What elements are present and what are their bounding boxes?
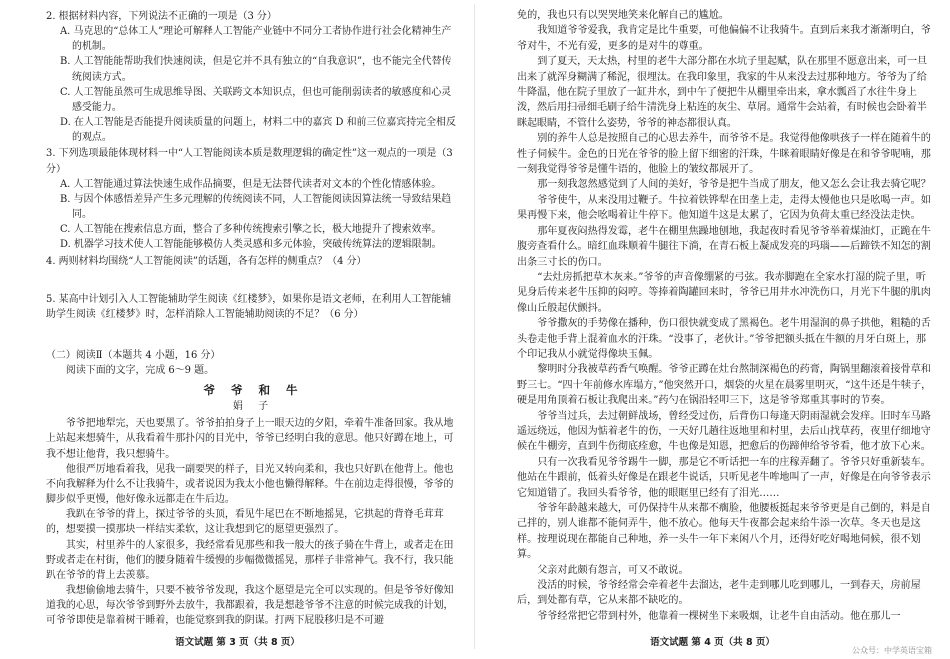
story-author: 娟 子 — [232, 401, 275, 413]
question-5: 5. 某高中计划引入人工智能辅助学生阅读《红楼梦》，如果你是语文老师，在利用人工智能辅助学生阅读《红楼梦》时，怎样消除人工智能辅助阅读的不足？（6 分） — [46, 293, 452, 320]
question-stem: 3. 下列选项最能体现材料一中“人工智能阅读本质是数理逻辑的确定性”这一观点的一项是（3 分） — [46, 148, 453, 175]
story-paragraph: 只有一次我看见爷爷踢牛一脚，那是它不听话把一车的庄稼弄翻了。爷爷只好重新装车。他站在牛跟前，低着头好像是在跟老牛说话，只听见老牛哞地叫了一声，好像是在向爷爷表示它知道错了。我回头看爷爷，他的眼眶里已经有了泪光…… — [517, 456, 931, 499]
story-paragraph: 他很严厉地看着我，见我一副要哭的样子，目光又转向柔和，我也只好趴在他背上。他也不向我解释为什么不让我骑牛，或者说因为我太小他也懒得解释。牛在前边走得很慢，爷爷的脚步似乎更慢，他好像永远都走在牛后边。 — [46, 463, 454, 506]
page-footer: 语文试题 第 4 页（共 8 页） — [650, 637, 775, 648]
section-instruction: 阅读下面的文字，完成 6～9 题。 — [65, 365, 215, 377]
story-paragraph: 我趴在爷爷的背上，探过爷爷的头顶，看见牛尾巴在不断地摇晃，它拱起的背脊毛茸茸的，想要摸一摸那块一样结实柔软，这让我想到它的愿望更强烈了。 — [46, 509, 444, 536]
question-4: 4. 两则材料均围绕“人工智能阅读”的话题，各有怎样的侧重点？（4 分） — [46, 255, 367, 267]
story-paragraph: “去灶房抓把草木灰来。”爷爷的声音像绷紧的弓弦。我赤脚跑在全家水打湿的院子里，听见身后传来老牛压抑的闷哼。等捧着陶罐回来时，爷爷已用井水冲洗伤口，月光下牛腿的肌肉像山丘般起伏颤抖。 — [517, 271, 931, 314]
page-footer: 语文试题 第 3 页（共 8 页） — [175, 637, 300, 648]
story-paragraph: 爷爷年龄越来越大，可仍保持牛从来都不瘸脸，他腰板挺起来爷爷更是自己倒的，料是自己拌的，别人谁都不能伺弄牛，他不放心。他每天牛夜都会起来给牛添一次草。冬天也是这样。按理说现在都能自己种地，养一头牛一年下来闲八个月，还得好吃好喝地伺候，很不划算。 — [517, 503, 931, 561]
story-paragraph: 爷爷把地犁完，天也要黑了。爷爷拍拍身子上一眼天边的夕阳，牵着牛准备回家。我从地上站起来想骑牛，从我看着牛那扑闪的目光中，爷爷已经明白我的意思。他只好蹲在地上，可我不想让他背，我只想骑牛。 — [46, 418, 454, 460]
question-stem: 2. 根据材料内容，下列说法不正确的一项是（3 分） — [46, 11, 277, 22]
option-c: C. 人工智能在搜索信息方面，整合了多种传统搜索引擎之长，极大地提升了搜索效率。 — [60, 224, 442, 236]
question-3 — [46, 146, 461, 252]
option-a: A. 马克思的“总体工人”理论可解释人工智能产业链中不同分工者协作进行社会化精神生产的机制。 — [60, 26, 452, 53]
story-paragraph: 父亲对此颇有怨言，可又不敢说。 — [537, 564, 689, 576]
story-paragraph: 其实，村里养牛的人家很多，我经常看见那些和我一般大的孩子骑在牛背上，或者走在田野或者走在村街，他们的腰身随着牛缓慢的步幅微微摇晃，那样子非常神气。我不行，我只能趴在爷爷的背上去羡慕。 — [46, 539, 454, 581]
section-heading: （二）阅读Ⅱ（本题共 4 小题，16 分） — [46, 349, 221, 361]
question-2 — [46, 9, 461, 145]
story-paragraph: 我想偷偷地去骑牛，只要不被爷爷发现，我这个愿望是完全可以实现的。但是爷爷好像知道我的心思，每次爷爷到野外去放牛，我都跟着，我是想趁爷爷不注意的时候完成我的计划，可爷爷即使是靠着树干睡着，也能觉察到我的阴谋。打两下屁股移归是不可避 — [46, 585, 454, 627]
story-paragraph: 黎明时分我被草药香气唤醒。爷爷正蹲在灶台熬制深褐色的药膏，陶锅里翻滚着接骨草和野三七。“四十年前修水库塌方，”他突然开口，烟袋的火星在晨雾里明灭，“这牛还是牛犊子，硬是用角顶着石板让我爬出来。”药勺在锅沿轻叩三下，这是爷爷郑重其事时的节奏。 — [517, 364, 932, 407]
right-page — [475, 0, 950, 659]
option-b: B. 与因个体感悟差异产生多元理解的传统阅读不同，人工智能阅读因算法统一导致结果趋同。 — [60, 193, 452, 221]
story-paragraph: 我知道爷爷爱我，我肯定是比牛重要，可他偏偏不让我骑牛。直到后来我才渐渐明白，爷爷对牛，不光有爱，更多的是对牛的尊重。 — [517, 25, 931, 52]
option-d: D. 在人工智能是否能提升阅读质量的问题上，材料二中的嘉宾 D 和前三位嘉宾持完全相反的观点。 — [60, 117, 456, 144]
story-title: 爷 爷 和 牛 — [203, 383, 304, 398]
story-paragraph: 爷爷当过兵，去过朝鲜战场，曾经受过伤，后背伤口每逢天阴雨湿就会发痒。旧时车马路遥远绕远，他因为惦着老牛的伤，一天好几趟往返地里和村里，去后山找草药，夜里仔细地守候在牛棚旁，直到牛伤彻底痊愈，牛也像是知恩，把愈后的伤蹄伸给爷爷看，他才放下心来。 — [517, 410, 931, 453]
story-paragraph: 别的养牛人总是按照自己的心思去养牛，而爷爷不是。我觉得他像哄孩子一样在随着牛的性子伺候牛。金色的日光在爷爷的脸上留下细密的汗珠，牛眯着眼睛好像是在和爷爷呢喃，那一刻我觉得爷爷是懂牛语的，他脸上的皱纹都展开了。 — [517, 133, 931, 176]
story-paragraph: 没活的时候，爷爷经常会牵着老牛去溜达，老牛走到哪儿吃到哪儿，一到春天，房前屋后，到处都有草，它从来都不缺吃的。 — [517, 580, 921, 607]
story-paragraph: 那一刻我忽然感觉到了人间的美好，爷爷是把牛当成了朋友，他又怎么会让我去骑它呢？ — [537, 179, 931, 191]
story-paragraph: 爷爷撒灰的手势像在播种，伤口很快就变成了黑褐色。老牛用湿润的鼻子拱他，粗糙的舌头卷走他手背上混着血水的汗珠。“没事了，老伙计。”爷爷把额头抵在牛额的月牙白斑上，那个印记我从小就觉得像块玉佩。 — [517, 318, 931, 360]
watermark: 公众号：中学英语宝箱 — [852, 646, 932, 655]
story-paragraph: 免的，我也只有以哭哭地笑来化解自己的尴尬。 — [517, 10, 729, 21]
story-paragraph: 爷爷经常把它带到村外，他靠着一棵树坐下来吸烟，让老牛自由活动。他在那儿一 — [537, 610, 901, 622]
story-paragraph: 到了夏天，天太热，村里的老牛大部分都在水坑子里起赋，队在那里不愿意出来，可一旦出来了就浑身糊满了稀泥，很埋汰。在我印象里，我家的牛从来没去过那种地方。爷爷为了给牛降温，他在院子里放了一缸井水，到中午了便把牛从棚里牵出来，拿水瓢舀了水往牛身上泼，然后用扫帚细毛刷子给牛清洗身上粘连的灰尘、草屑。通常牛会站着，有时候也会卧着半眯起眼睛，不管什么姿势，爷爷的神态都很认真。 — [517, 56, 927, 129]
option-a: A. 人工智能通过算法快速生成作品摘要，但是无法替代读者对文本的个性化情感体验。 — [60, 178, 442, 190]
option-b: B. 人工智能能帮助我们快速阅读，但是它并不具有独立的“自我意识”，也不能完全代替传统阅读方式。 — [60, 56, 452, 83]
story-paragraph: 那年夏夜闷热得发霉，老牛在棚里焦躁地刨地，我起夜时看见爷爷举着煤油灯，正跪在牛腹旁查看什么。暗红血珠顺着牛腿往下淌，在青石板上凝成发亮的玛瑙——后蹄铁不知怎的割出条三寸长的伤口。 — [517, 225, 931, 268]
option-d: D. 机器学习技术使人工智能能够模仿人类灵感和多元体验，突破传统算法的逻辑限制。 — [60, 239, 442, 251]
option-c: C. 人工智能虽然可生成思维导图、关联跨文本知识点，但也可能削弱读者的敏感度和心灵感受能力。 — [60, 86, 452, 113]
story-paragraph: 爷爷使牛，从来没用过鞭子。牛拉着铁铧犁在田垄上走，走得太慢他也只是吆喝一声。如果再慢下来，他会吆喝着让牛停下。他知道牛这是太累了，它因为负荷太重已经没法走快。 — [517, 194, 931, 222]
